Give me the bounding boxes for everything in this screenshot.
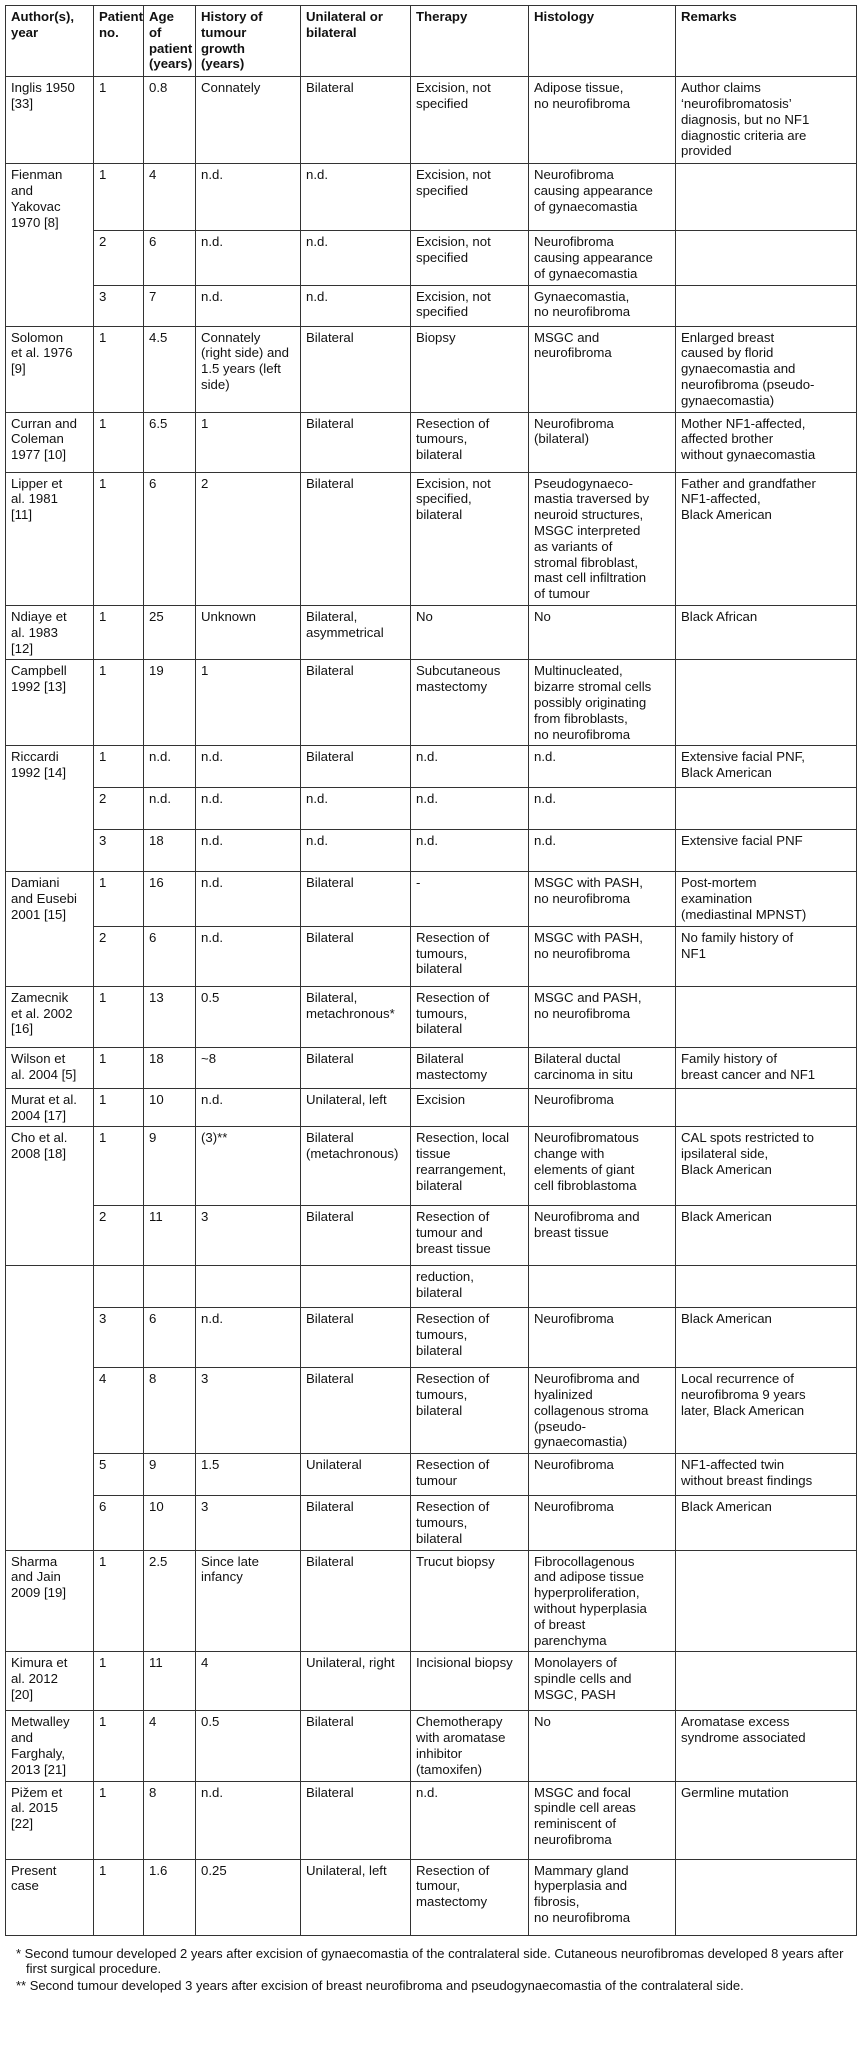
- laterality-cell: Bilateral: [301, 1496, 411, 1550]
- laterality-cell: Bilateral: [301, 412, 411, 472]
- author-cell: Zamecnik et al. 2002 [16]: [6, 986, 94, 1047]
- table-row: [6, 1711, 857, 1781]
- therapy-cell: Resection of tumours, bilateral: [411, 1496, 529, 1550]
- history-cell: 1.5: [196, 1454, 301, 1496]
- remarks-cell: [676, 1088, 857, 1127]
- remarks-cell: Extensive facial PNF: [676, 830, 857, 872]
- table-row: [6, 1047, 857, 1088]
- remarks-cell: NF1-affected twin without breast findings: [676, 1454, 857, 1496]
- history-cell: Connately (right side) and 1.5 years (left side): [196, 326, 301, 412]
- histology-cell: MSGC and neurofibroma: [529, 326, 676, 412]
- age-cell: 10: [144, 1496, 196, 1550]
- author-cell: [6, 1266, 94, 1550]
- remarks-cell: Black African: [676, 605, 857, 659]
- therapy-cell: -: [411, 872, 529, 926]
- history-cell: 0.5: [196, 986, 301, 1047]
- table-row: [6, 1454, 857, 1496]
- therapy-cell: Resection, local tissue rearrangement, bilateral: [411, 1127, 529, 1206]
- remarks-cell: Black American: [676, 1496, 857, 1550]
- document-page: [5, 5, 856, 1994]
- author-cell: Curran and Coleman 1977 [10]: [6, 412, 94, 472]
- patient-no-cell: 1: [94, 1127, 144, 1206]
- histology-cell: Monolayers of spindle cells and MSGC, PASH: [529, 1652, 676, 1711]
- therapy-cell: n.d.: [411, 1781, 529, 1859]
- history-cell: n.d.: [196, 1088, 301, 1127]
- age-cell: 8: [144, 1368, 196, 1454]
- age-cell: 10: [144, 1088, 196, 1127]
- laterality-cell: n.d.: [301, 788, 411, 830]
- histology-cell: Neurofibroma and breast tissue: [529, 1206, 676, 1266]
- table-row: [6, 660, 857, 746]
- patient-no-cell: 1: [94, 1088, 144, 1127]
- age-cell: 0.8: [144, 77, 196, 164]
- footnotes: [5, 1946, 856, 1994]
- remarks-cell: Extensive facial PNF, Black American: [676, 746, 857, 788]
- history-cell: n.d.: [196, 164, 301, 231]
- patient-no-cell: 1: [94, 986, 144, 1047]
- table-row: [6, 1088, 857, 1127]
- author-cell: Pižem et al. 2015 [22]: [6, 1781, 94, 1859]
- header-patient-no: Patient no.: [94, 6, 144, 77]
- table-row: [6, 326, 857, 412]
- remarks-cell: [676, 788, 857, 830]
- therapy-cell: Resection of tumours, bilateral: [411, 1308, 529, 1368]
- patient-no-cell: 6: [94, 1496, 144, 1550]
- laterality-cell: Bilateral: [301, 746, 411, 788]
- patient-no-cell: 3: [94, 285, 144, 326]
- histology-cell: Bilateral ductal carcinoma in situ: [529, 1047, 676, 1088]
- remarks-cell: [676, 164, 857, 231]
- table-row: [6, 1308, 857, 1368]
- remarks-cell: Post-mortem examination (mediastinal MPNST): [676, 872, 857, 926]
- therapy-cell: Resection of tumour: [411, 1454, 529, 1496]
- therapy-cell: n.d.: [411, 830, 529, 872]
- table-row: [6, 1550, 857, 1652]
- history-cell: [196, 1266, 301, 1308]
- patient-no-cell: 3: [94, 1308, 144, 1368]
- history-cell: 0.5: [196, 1711, 301, 1781]
- history-cell: Unknown: [196, 605, 301, 659]
- author-cell: Wilson et al. 2004 [5]: [6, 1047, 94, 1088]
- remarks-cell: Author claims ‘neurofibromatosis’ diagnosis, but no NF1 diagnostic criteria are provided: [676, 77, 857, 164]
- therapy-cell: reduction, bilateral: [411, 1266, 529, 1308]
- remarks-cell: CAL spots restricted to ipsilateral side, Black American: [676, 1127, 857, 1206]
- histology-cell: Neurofibroma: [529, 1454, 676, 1496]
- remarks-cell: Enlarged breast caused by florid gynaecomastia and neurofibroma (pseudo- gynaecomastia): [676, 326, 857, 412]
- remarks-cell: Black American: [676, 1308, 857, 1368]
- laterality-cell: Bilateral: [301, 872, 411, 926]
- history-cell: n.d.: [196, 830, 301, 872]
- table-row: [6, 1859, 857, 1935]
- histology-cell: Fibrocollagenous and adipose tissue hyperproliferation, without hyperplasia of breast parenchyma: [529, 1550, 676, 1652]
- age-cell: 4: [144, 1711, 196, 1781]
- age-cell: 6: [144, 1308, 196, 1368]
- laterality-cell: Unilateral, right: [301, 1652, 411, 1711]
- age-cell: 18: [144, 1047, 196, 1088]
- histology-cell: Neurofibroma: [529, 1088, 676, 1127]
- histology-cell: Mammary gland hyperplasia and fibrosis, no neurofibroma: [529, 1859, 676, 1935]
- therapy-cell: Excision, not specified: [411, 285, 529, 326]
- history-cell: 0.25: [196, 1859, 301, 1935]
- author-cell: Murat et al. 2004 [17]: [6, 1088, 94, 1127]
- age-cell: 6.5: [144, 412, 196, 472]
- laterality-cell: Bilateral: [301, 1781, 411, 1859]
- age-cell: 13: [144, 986, 196, 1047]
- history-cell: Since late infancy: [196, 1550, 301, 1652]
- history-cell: n.d.: [196, 231, 301, 285]
- laterality-cell: Bilateral, asymmetrical: [301, 605, 411, 659]
- history-cell: n.d.: [196, 872, 301, 926]
- remarks-cell: Father and grandfather NF1-affected, Black American: [676, 472, 857, 605]
- age-cell: 4.5: [144, 326, 196, 412]
- table-row: [6, 1368, 857, 1454]
- histology-cell: Neurofibroma and hyalinized collagenous stroma (pseudo- gynaecomastia): [529, 1368, 676, 1454]
- history-cell: 1: [196, 660, 301, 746]
- patient-no-cell: 1: [94, 1859, 144, 1935]
- age-cell: 11: [144, 1206, 196, 1266]
- history-cell: n.d.: [196, 746, 301, 788]
- remarks-cell: [676, 986, 857, 1047]
- table-row: [6, 1206, 857, 1266]
- age-cell: n.d.: [144, 788, 196, 830]
- laterality-cell: Bilateral: [301, 1308, 411, 1368]
- table-row: [6, 1781, 857, 1859]
- author-cell: Inglis 1950 [33]: [6, 77, 94, 164]
- therapy-cell: Resection of tumours, bilateral: [411, 412, 529, 472]
- history-cell: ~8: [196, 1047, 301, 1088]
- remarks-cell: Germline mutation: [676, 1781, 857, 1859]
- author-cell: Damiani and Eusebi 2001 [15]: [6, 872, 94, 986]
- histology-cell: Neurofibroma (bilateral): [529, 412, 676, 472]
- histology-cell: Neurofibromatous change with elements of giant cell fibroblastoma: [529, 1127, 676, 1206]
- patient-no-cell: 1: [94, 164, 144, 231]
- table-row: [6, 231, 857, 285]
- age-cell: 9: [144, 1127, 196, 1206]
- therapy-cell: Trucut biopsy: [411, 1550, 529, 1652]
- laterality-cell: Bilateral: [301, 1368, 411, 1454]
- table-row: [6, 77, 857, 164]
- therapy-cell: Excision: [411, 1088, 529, 1127]
- laterality-cell: Unilateral, left: [301, 1859, 411, 1935]
- patient-no-cell: 1: [94, 472, 144, 605]
- age-cell: 16: [144, 872, 196, 926]
- therapy-cell: Bilateral mastectomy: [411, 1047, 529, 1088]
- patient-no-cell: 3: [94, 830, 144, 872]
- header-remarks: Remarks: [676, 6, 857, 77]
- remarks-cell: Local recurrence of neurofibroma 9 years later, Black American: [676, 1368, 857, 1454]
- laterality-cell: Bilateral: [301, 77, 411, 164]
- laterality-cell: n.d.: [301, 164, 411, 231]
- therapy-cell: Incisional biopsy: [411, 1652, 529, 1711]
- author-cell: Riccardi 1992 [14]: [6, 746, 94, 872]
- laterality-cell: Bilateral: [301, 326, 411, 412]
- histology-cell: MSGC and focal spindle cell areas reminiscent of neurofibroma: [529, 1781, 676, 1859]
- patient-no-cell: 2: [94, 231, 144, 285]
- header-age: Age of patient (years): [144, 6, 196, 77]
- history-cell: n.d.: [196, 1781, 301, 1859]
- therapy-cell: n.d.: [411, 788, 529, 830]
- patient-no-cell: 5: [94, 1454, 144, 1496]
- age-cell: 11: [144, 1652, 196, 1711]
- remarks-cell: [676, 285, 857, 326]
- table-row: [6, 872, 857, 926]
- patient-no-cell: 2: [94, 926, 144, 986]
- therapy-cell: Resection of tumours, bilateral: [411, 926, 529, 986]
- header-therapy: Therapy: [411, 6, 529, 77]
- therapy-cell: Resection of tumours, bilateral: [411, 986, 529, 1047]
- patient-no-cell: [94, 1266, 144, 1308]
- history-cell: 4: [196, 1652, 301, 1711]
- age-cell: n.d.: [144, 746, 196, 788]
- therapy-cell: Excision, not specified, bilateral: [411, 472, 529, 605]
- remarks-cell: [676, 1859, 857, 1935]
- age-cell: 2.5: [144, 1550, 196, 1652]
- footnote-single-asterisk: * Second tumour developed 2 years after excision of gynaecomastia of the contralateral side. Cutaneous neurofibromas developed 8 years after first surgical procedure.: [16, 1945, 844, 1977]
- table-row: [6, 285, 857, 326]
- table-header-row: [6, 6, 857, 77]
- histology-cell: No: [529, 605, 676, 659]
- histology-cell: n.d.: [529, 788, 676, 830]
- patient-no-cell: 2: [94, 788, 144, 830]
- remarks-cell: [676, 1266, 857, 1308]
- table-row: [6, 472, 857, 605]
- laterality-cell: n.d.: [301, 285, 411, 326]
- history-cell: n.d.: [196, 285, 301, 326]
- laterality-cell: Bilateral: [301, 660, 411, 746]
- therapy-cell: n.d.: [411, 746, 529, 788]
- laterality-cell: Bilateral (metachronous): [301, 1127, 411, 1206]
- remarks-cell: Family history of breast cancer and NF1: [676, 1047, 857, 1088]
- table-row: [6, 986, 857, 1047]
- laterality-cell: Unilateral: [301, 1454, 411, 1496]
- history-cell: 3: [196, 1368, 301, 1454]
- remarks-cell: [676, 1652, 857, 1711]
- history-cell: n.d.: [196, 788, 301, 830]
- history-cell: 3: [196, 1206, 301, 1266]
- remarks-cell: Black American: [676, 1206, 857, 1266]
- histology-cell: Gynaecomastia, no neurofibroma: [529, 285, 676, 326]
- remarks-cell: Aromatase excess syndrome associated: [676, 1711, 857, 1781]
- histology-cell: Pseudogynaeco- mastia traversed by neuroid structures, MSGC interpreted as variants of stromal fibroblast, mast cell infiltration of tumour: [529, 472, 676, 605]
- table-row: [6, 926, 857, 986]
- therapy-cell: Subcutaneous mastectomy: [411, 660, 529, 746]
- footnote-double-asterisk: ** Second tumour developed 3 years after excision of breast neurofibroma and pseudogynaecomastia of the contralateral side.: [16, 1977, 744, 1993]
- history-cell: n.d.: [196, 1308, 301, 1368]
- therapy-cell: Chemotherapy with aromatase inhibitor (tamoxifen): [411, 1711, 529, 1781]
- patient-no-cell: 1: [94, 1652, 144, 1711]
- header-laterality: Unilateral or bilateral: [301, 6, 411, 77]
- author-cell: Metwalley and Farghaly, 2013 [21]: [6, 1711, 94, 1781]
- patient-no-cell: 4: [94, 1368, 144, 1454]
- patient-no-cell: 1: [94, 872, 144, 926]
- history-cell: (3)**: [196, 1127, 301, 1206]
- case-table: [5, 5, 857, 1936]
- table-row: [6, 605, 857, 659]
- laterality-cell: Bilateral: [301, 926, 411, 986]
- histology-cell: Neurofibroma causing appearance of gynaecomastia: [529, 231, 676, 285]
- table-row: [6, 1496, 857, 1550]
- patient-no-cell: 1: [94, 1781, 144, 1859]
- histology-cell: No: [529, 1711, 676, 1781]
- author-cell: Sharma and Jain 2009 [19]: [6, 1550, 94, 1652]
- table-row: [6, 830, 857, 872]
- remarks-cell: [676, 660, 857, 746]
- patient-no-cell: 2: [94, 1206, 144, 1266]
- histology-cell: MSGC with PASH, no neurofibroma: [529, 872, 676, 926]
- header-author: Author(s), year: [6, 6, 94, 77]
- history-cell: Connately: [196, 77, 301, 164]
- laterality-cell: Bilateral: [301, 1711, 411, 1781]
- histology-cell: Neurofibroma: [529, 1496, 676, 1550]
- table-row: [6, 1127, 857, 1206]
- patient-no-cell: 1: [94, 746, 144, 788]
- therapy-cell: Excision, not specified: [411, 231, 529, 285]
- patient-no-cell: 1: [94, 1711, 144, 1781]
- laterality-cell: n.d.: [301, 231, 411, 285]
- history-cell: 3: [196, 1496, 301, 1550]
- author-cell: Present case: [6, 1859, 94, 1935]
- age-cell: 25: [144, 605, 196, 659]
- history-cell: 1: [196, 412, 301, 472]
- header-history: History of tumour growth (years): [196, 6, 301, 77]
- table-row: [6, 164, 857, 231]
- patient-no-cell: 1: [94, 1550, 144, 1652]
- histology-cell: Neurofibroma: [529, 1308, 676, 1368]
- histology-cell: n.d.: [529, 746, 676, 788]
- therapy-cell: Biopsy: [411, 326, 529, 412]
- histology-cell: [529, 1266, 676, 1308]
- remarks-cell: [676, 231, 857, 285]
- therapy-cell: No: [411, 605, 529, 659]
- age-cell: 9: [144, 1454, 196, 1496]
- remarks-cell: Mother NF1-affected, affected brother without gynaecomastia: [676, 412, 857, 472]
- remarks-cell: No family history of NF1: [676, 926, 857, 986]
- therapy-cell: Resection of tumours, bilateral: [411, 1368, 529, 1454]
- age-cell: 18: [144, 830, 196, 872]
- table-row: [6, 746, 857, 788]
- therapy-cell: Excision, not specified: [411, 77, 529, 164]
- laterality-cell: Bilateral: [301, 1047, 411, 1088]
- laterality-cell: Unilateral, left: [301, 1088, 411, 1127]
- table-row: [6, 788, 857, 830]
- age-cell: 1.6: [144, 1859, 196, 1935]
- therapy-cell: Resection of tumour, mastectomy: [411, 1859, 529, 1935]
- age-cell: 7: [144, 285, 196, 326]
- age-cell: 4: [144, 164, 196, 231]
- therapy-cell: Excision, not specified: [411, 164, 529, 231]
- age-cell: 8: [144, 1781, 196, 1859]
- laterality-cell: Bilateral: [301, 472, 411, 605]
- laterality-cell: Bilateral: [301, 1206, 411, 1266]
- age-cell: 19: [144, 660, 196, 746]
- history-cell: 2: [196, 472, 301, 605]
- age-cell: 6: [144, 472, 196, 605]
- remarks-cell: [676, 1550, 857, 1652]
- histology-cell: MSGC and PASH, no neurofibroma: [529, 986, 676, 1047]
- patient-no-cell: 1: [94, 412, 144, 472]
- histology-cell: MSGC with PASH, no neurofibroma: [529, 926, 676, 986]
- patient-no-cell: 1: [94, 605, 144, 659]
- laterality-cell: n.d.: [301, 830, 411, 872]
- history-cell: n.d.: [196, 926, 301, 986]
- histology-cell: Adipose tissue, no neurofibroma: [529, 77, 676, 164]
- table-row: [6, 1652, 857, 1711]
- patient-no-cell: 1: [94, 660, 144, 746]
- author-cell: Cho et al. 2008 [18]: [6, 1127, 94, 1266]
- author-cell: Lipper et al. 1981 [11]: [6, 472, 94, 605]
- age-cell: 6: [144, 231, 196, 285]
- laterality-cell: Bilateral: [301, 1550, 411, 1652]
- author-cell: Fienman and Yakovac 1970 [8]: [6, 164, 94, 326]
- header-histology: Histology: [529, 6, 676, 77]
- histology-cell: n.d.: [529, 830, 676, 872]
- age-cell: [144, 1266, 196, 1308]
- author-cell: Kimura et al. 2012 [20]: [6, 1652, 94, 1711]
- patient-no-cell: 1: [94, 77, 144, 164]
- author-cell: Campbell 1992 [13]: [6, 660, 94, 746]
- histology-cell: Multinucleated, bizarre stromal cells possibly originating from fibroblasts, no neurofibroma: [529, 660, 676, 746]
- age-cell: 6: [144, 926, 196, 986]
- patient-no-cell: 1: [94, 1047, 144, 1088]
- therapy-cell: Resection of tumour and breast tissue: [411, 1206, 529, 1266]
- table-row: [6, 412, 857, 472]
- author-cell: Solomon et al. 1976 [9]: [6, 326, 94, 412]
- laterality-cell: Bilateral, metachronous*: [301, 986, 411, 1047]
- author-cell: Ndiaye et al. 1983 [12]: [6, 605, 94, 659]
- histology-cell: Neurofibroma causing appearance of gynaecomastia: [529, 164, 676, 231]
- table-row: [6, 1266, 857, 1308]
- laterality-cell: [301, 1266, 411, 1308]
- patient-no-cell: 1: [94, 326, 144, 412]
